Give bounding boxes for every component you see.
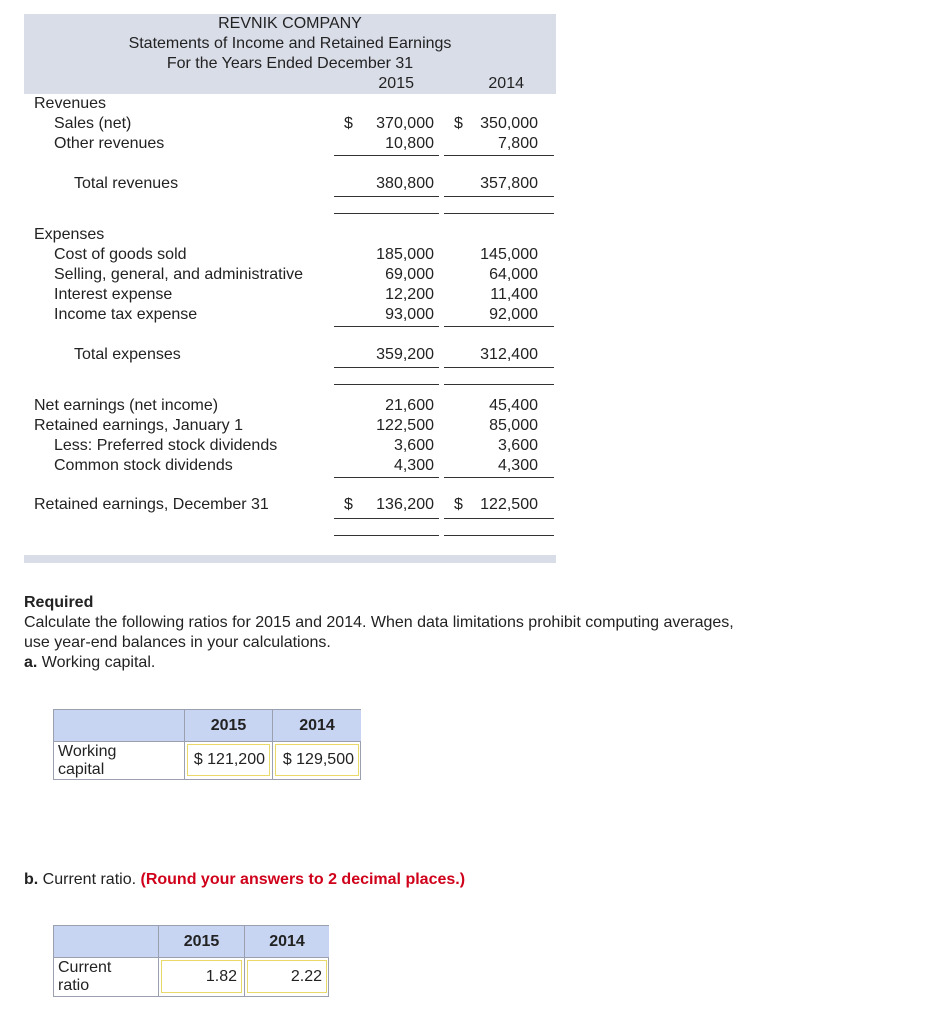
part-b-title: [24, 870, 465, 890]
revenues-heading-row: [24, 94, 556, 114]
rounding-note: (Round your answers to 2 decimal places.): [140, 871, 466, 888]
part-a-label: Working capital.: [41, 654, 156, 671]
wc-2015-input[interactable]: $ 121,200: [187, 744, 270, 776]
wc-year-2014-header: 2014: [272, 710, 361, 741]
statement-title: Statements of Income and Retained Earnings: [128, 35, 452, 52]
company-name: REVNIK COMPANY: [218, 15, 362, 32]
sales-2014: 350,000: [480, 115, 538, 132]
total-revenues-label: Total revenues: [74, 175, 179, 192]
dollar-sign: $: [344, 115, 353, 132]
working-capital-table: [53, 709, 361, 780]
total-expenses-2015: 359,200: [376, 346, 434, 363]
re-jan-2014: 85,000: [489, 417, 538, 434]
tax-label: Income tax expense: [54, 306, 198, 323]
other-revenues-2015: 10,800: [385, 135, 434, 152]
statement-period: For the Years Ended December 31: [166, 55, 414, 72]
sga-2014: 64,000: [489, 266, 538, 283]
wc-2014-input[interactable]: $ 129,500: [275, 744, 359, 776]
total-expenses-2014: 312,400: [480, 346, 538, 363]
expenses-label: Expenses: [34, 226, 105, 243]
required-text-2: use year-end balances in your calculations.: [24, 634, 331, 651]
rule: [444, 384, 554, 385]
year-2015-header: 2015: [378, 75, 414, 92]
part-b-prefix: b.: [24, 871, 39, 888]
interest-label: Interest expense: [54, 286, 173, 303]
interest-row: [24, 285, 556, 305]
required-heading: Required: [24, 594, 94, 611]
rule: [444, 196, 554, 197]
common-dividends-label: Common stock dividends: [54, 457, 233, 474]
table-corner: [54, 926, 158, 957]
divider: [272, 741, 273, 779]
re-dec-2014: 122,500: [480, 496, 538, 513]
cr-2014-input[interactable]: 2.22: [247, 960, 327, 993]
cr-year-2015-header: 2015: [158, 926, 244, 957]
dollar-sign: $: [454, 115, 463, 132]
other-revenues-row: [24, 134, 556, 154]
preferred-dividends-label: Less: Preferred stock dividends: [54, 437, 278, 454]
dollar-sign: $: [344, 496, 353, 513]
divider: [158, 957, 159, 996]
tax-2014: 92,000: [489, 306, 538, 323]
rule: [334, 213, 439, 214]
cr-row-label-line2: ratio: [58, 977, 90, 994]
rule: [444, 326, 554, 327]
re-dec-2015: 136,200: [376, 496, 434, 513]
net-earnings-label: Net earnings (net income): [34, 397, 219, 414]
preferred-dividends-2014: 3,600: [497, 437, 538, 454]
part-a-title: [24, 653, 904, 673]
dollar-sign: $: [454, 496, 463, 513]
interest-2014: 11,400: [490, 286, 538, 303]
re-jan-label: Retained earnings, January 1: [34, 417, 244, 434]
rule: [334, 477, 439, 478]
total-expenses-row: [24, 345, 556, 365]
wc-row-label-line2: capital: [58, 761, 105, 778]
part-a-prefix: a.: [24, 654, 38, 671]
sga-row: [24, 265, 556, 285]
divider: [54, 957, 328, 958]
wc-row-label-line1: Working: [58, 743, 117, 760]
required-section: [24, 593, 904, 673]
cr-2015-input[interactable]: 1.82: [161, 960, 242, 993]
rule: [444, 213, 554, 214]
re-dec-label: Retained earnings, December 31: [34, 496, 269, 513]
income-statement: [24, 14, 556, 513]
statement-header: [24, 14, 556, 94]
re-jan-row: [24, 416, 556, 436]
rule: [444, 477, 554, 478]
wc-row-label: [58, 743, 116, 779]
cogs-2014: 145,000: [480, 246, 538, 263]
preferred-dividends-2015: 3,600: [393, 437, 434, 454]
net-earnings-row: [24, 396, 556, 416]
other-revenues-label: Other revenues: [54, 135, 165, 152]
rule: [444, 155, 554, 156]
divider: [244, 957, 245, 996]
sga-2015: 69,000: [385, 266, 434, 283]
cogs-row: [24, 245, 556, 265]
other-revenues-2014: 7,800: [497, 135, 538, 152]
cr-row-label-line1: Current: [58, 959, 112, 976]
re-dec-row: [24, 495, 556, 515]
table-corner: [54, 710, 184, 741]
rule: [334, 535, 439, 536]
rule: [334, 367, 439, 368]
wc-year-2015-header: 2015: [184, 710, 272, 741]
rule: [334, 518, 439, 519]
divider: [184, 741, 185, 779]
divider: [54, 741, 360, 742]
total-revenues-2014: 357,800: [480, 175, 538, 192]
total-revenues-row: [24, 174, 556, 194]
cr-row-label: [58, 959, 111, 995]
net-earnings-2014: 45,400: [489, 397, 538, 414]
interest-2015: 12,200: [385, 286, 434, 303]
rule: [334, 326, 439, 327]
tax-row: [24, 305, 556, 325]
revenues-label: Revenues: [34, 95, 107, 112]
rule: [444, 367, 554, 368]
cogs-2015: 185,000: [376, 246, 434, 263]
statement-bottom-band: [24, 555, 556, 563]
preferred-dividends-row: [24, 436, 556, 456]
total-revenues-2015: 380,800: [376, 175, 434, 192]
total-expenses-label: Total expenses: [74, 346, 181, 363]
common-dividends-row: [24, 456, 556, 476]
rule: [334, 196, 439, 197]
rule: [334, 384, 439, 385]
sales-label: Sales (net): [54, 115, 132, 132]
part-b-label: Current ratio.: [42, 871, 137, 888]
rule: [444, 535, 554, 536]
cr-year-2014-header: 2014: [244, 926, 329, 957]
rule: [334, 155, 439, 156]
required-text: Calculate the following ratios for 2015 and 2014. When data limitations prohibit computing averages,: [24, 614, 734, 631]
expenses-heading-row: [24, 225, 556, 245]
rule: [444, 518, 554, 519]
current-ratio-table: [53, 925, 329, 997]
net-earnings-2015: 21,600: [385, 397, 434, 414]
tax-2015: 93,000: [385, 306, 434, 323]
year-2014-header: 2014: [488, 75, 524, 92]
re-jan-2015: 122,500: [376, 417, 434, 434]
sales-2015: 370,000: [376, 115, 434, 132]
common-dividends-2014: 4,300: [497, 457, 538, 474]
sales-row: [24, 114, 556, 134]
sga-label: Selling, general, and administrative: [54, 266, 304, 283]
common-dividends-2015: 4,300: [393, 457, 434, 474]
cogs-label: Cost of goods sold: [54, 246, 187, 263]
